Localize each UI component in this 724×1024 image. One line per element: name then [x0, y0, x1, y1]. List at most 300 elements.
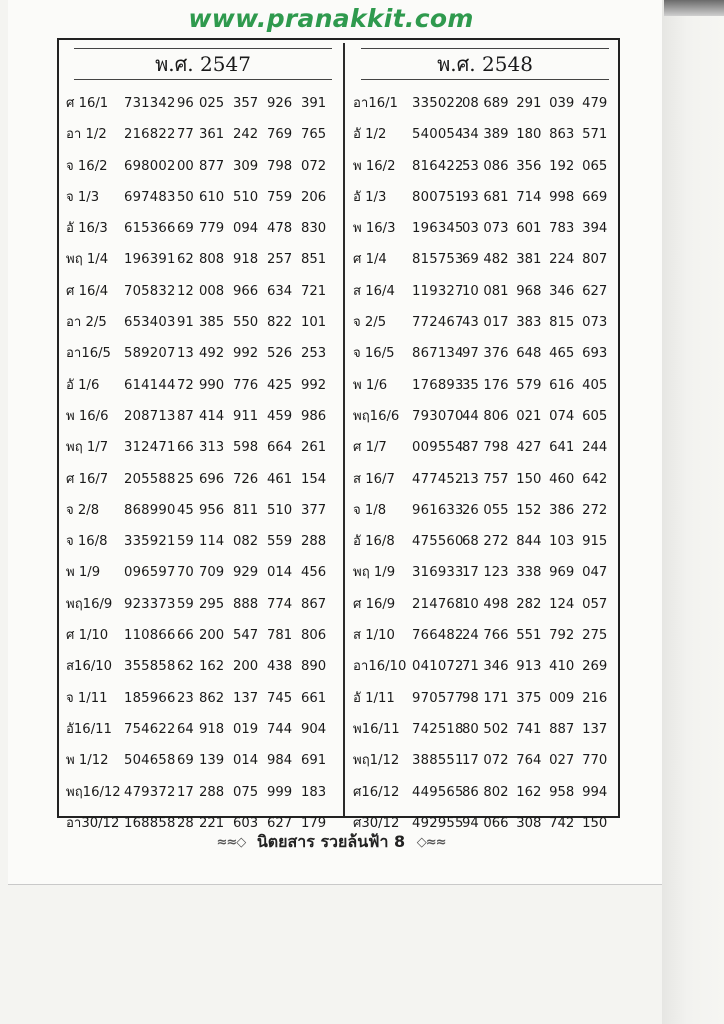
two-digit: 80: [462, 721, 479, 737]
three-digit-3: 634: [267, 283, 293, 299]
three-digit-4: 770: [582, 753, 608, 769]
two-digit: 59: [177, 596, 194, 612]
year-heading: พ.ศ. 2547: [74, 48, 332, 80]
result-row: [66, 244, 338, 275]
two-digit: 24: [462, 628, 479, 644]
three-digit-4: 830: [301, 221, 327, 237]
three-digit-1: 295: [199, 596, 225, 612]
three-digit-4: 394: [582, 221, 608, 237]
draw-date: ศ 16/9: [353, 596, 396, 612]
first-prize: 335921: [124, 534, 176, 550]
year-2548-column: [353, 48, 615, 839]
result-row: [66, 464, 338, 495]
three-digit-3: 798: [267, 158, 293, 174]
two-digit: 28: [177, 815, 194, 831]
draw-date: พ 1/12: [66, 753, 109, 769]
three-digit-3: 822: [267, 315, 293, 331]
three-digit-1: 757: [483, 471, 509, 487]
three-digit-3: 257: [267, 252, 293, 268]
three-digit-3: 999: [267, 784, 293, 800]
three-digit-3: 926: [267, 96, 293, 111]
first-prize: 504658: [124, 753, 176, 769]
first-prize: 698002: [124, 158, 176, 174]
scan-edge: [664, 0, 724, 16]
three-digit-3: 039: [549, 96, 575, 111]
three-digit-2: 551: [516, 628, 542, 644]
result-row: [66, 307, 338, 338]
draw-date: พ 16/6: [66, 408, 109, 424]
first-prize: 335022: [412, 96, 464, 111]
three-digit-4: 890: [301, 659, 327, 675]
first-prize: 766482: [412, 628, 464, 644]
three-digit-4: 391: [301, 96, 327, 111]
three-digit-3: 559: [267, 534, 293, 550]
three-digit-2: 082: [233, 534, 259, 550]
three-digit-1: 808: [199, 252, 225, 268]
three-digit-3: 969: [549, 565, 575, 581]
three-digit-1: 200: [199, 628, 225, 644]
two-digit: 17: [462, 565, 479, 581]
draw-date: จ 16/8: [66, 534, 108, 550]
two-digit: 17: [462, 753, 479, 769]
first-prize: 492955: [412, 815, 464, 831]
three-digit-3: 438: [267, 659, 293, 675]
three-digit-1: 862: [199, 690, 225, 706]
three-digit-4: 661: [301, 690, 327, 706]
two-digit: 91: [177, 315, 194, 331]
draw-date: จ 16/2: [66, 158, 108, 174]
draw-date: พ 16/3: [353, 221, 396, 237]
three-digit-2: 094: [233, 221, 259, 237]
two-digit: 93: [462, 189, 479, 205]
draw-date: อั 1/3: [353, 189, 387, 205]
draw-date: พฤ16/9: [66, 596, 113, 612]
three-digit-2: 811: [233, 502, 259, 518]
result-row: [66, 119, 338, 150]
draw-date: พฤ 1/9: [353, 565, 396, 581]
three-digit-4: 154: [301, 471, 327, 487]
two-digit: 72: [177, 377, 194, 393]
three-digit-1: 385: [199, 315, 225, 331]
first-prize: 312471: [124, 440, 176, 456]
three-digit-3: 465: [549, 346, 575, 362]
three-digit-3: 346: [549, 283, 575, 299]
first-prize: 316933: [412, 565, 464, 581]
three-digit-3: 742: [549, 815, 575, 831]
three-digit-3: 863: [549, 127, 575, 143]
result-row: [66, 777, 338, 808]
two-digit: 59: [177, 534, 194, 550]
three-digit-3: 774: [267, 596, 293, 612]
draw-date: พฤ1/12: [353, 753, 400, 769]
first-prize: 615366: [124, 221, 176, 237]
three-digit-4: 994: [582, 784, 608, 800]
two-digit: 77: [177, 127, 194, 143]
three-digit-4: 642: [582, 471, 608, 487]
three-digit-1: 502: [483, 721, 509, 737]
three-digit-3: 984: [267, 753, 293, 769]
draw-date: อา16/1: [353, 96, 398, 111]
three-digit-4: 806: [301, 628, 327, 644]
three-digit-4: 206: [301, 189, 327, 205]
three-digit-4: 216: [582, 690, 608, 706]
draw-date: อา16/5: [66, 346, 111, 362]
two-digit: 45: [177, 502, 194, 518]
three-digit-4: 405: [582, 377, 608, 393]
three-digit-4: 867: [301, 596, 327, 612]
three-digit-4: 456: [301, 565, 327, 581]
three-digit-3: 815: [549, 315, 575, 331]
three-digit-2: 776: [233, 377, 259, 393]
two-digit: 86: [462, 784, 479, 800]
three-digit-4: 986: [301, 408, 327, 424]
result-row: [66, 276, 338, 307]
three-digit-2: 014: [233, 753, 259, 769]
three-digit-3: 510: [267, 502, 293, 518]
three-digit-1: 073: [483, 221, 509, 237]
first-prize: 096597: [124, 565, 176, 581]
draw-date: อา30/12: [66, 815, 120, 831]
three-digit-2: 648: [516, 346, 542, 362]
first-prize: 815753: [412, 252, 464, 268]
three-digit-3: 641: [549, 440, 575, 456]
three-digit-2: 308: [516, 815, 542, 831]
three-digit-2: 309: [233, 158, 259, 174]
three-digit-2: 356: [516, 158, 542, 174]
result-row: [66, 557, 338, 588]
three-digit-3: 759: [267, 189, 293, 205]
three-digit-3: 459: [267, 408, 293, 424]
result-row: [66, 432, 338, 463]
three-digit-2: 547: [233, 628, 259, 644]
two-digit: 34: [462, 127, 479, 143]
result-row: [353, 777, 615, 808]
three-digit-3: 744: [267, 721, 293, 737]
three-digit-3: 027: [549, 753, 575, 769]
result-row: [353, 213, 615, 244]
three-digit-3: 425: [267, 377, 293, 393]
first-prize: 816422: [412, 158, 464, 174]
result-row: [66, 401, 338, 432]
draw-date: จ 2/8: [66, 502, 100, 518]
three-digit-2: 019: [233, 721, 259, 737]
three-digit-1: 288: [199, 784, 225, 800]
three-digit-4: 072: [301, 158, 327, 174]
first-prize: 216822: [124, 127, 176, 143]
draw-date: ส 16/4: [353, 283, 395, 299]
first-prize: 754622: [124, 721, 176, 737]
first-prize: 196345: [412, 221, 464, 237]
result-row: [353, 370, 615, 401]
draw-date: อั 16/8: [353, 534, 395, 550]
draw-date: พฤ 1/7: [66, 440, 109, 456]
three-digit-2: 291: [516, 96, 542, 111]
three-digit-1: 918: [199, 721, 225, 737]
result-row: [66, 88, 338, 119]
draw-date: ส 1/10: [353, 628, 395, 644]
three-digit-2: 357: [233, 96, 259, 111]
two-digit: 68: [462, 534, 479, 550]
result-row: [353, 557, 615, 588]
first-prize: 653403: [124, 315, 176, 331]
draw-date: อั 1/6: [66, 377, 100, 393]
result-row: [353, 182, 615, 213]
result-row: [66, 589, 338, 620]
first-prize: 041072: [412, 659, 464, 675]
three-digit-4: 073: [582, 315, 608, 331]
three-digit-4: 721: [301, 283, 327, 299]
draw-date: ศ 1/7: [353, 440, 387, 456]
three-digit-1: 689: [483, 96, 509, 111]
draw-date: จ 1/8: [353, 502, 387, 518]
three-digit-1: 017: [483, 315, 509, 331]
three-digit-2: 726: [233, 471, 259, 487]
two-digit: 50: [177, 189, 194, 205]
three-digit-3: 192: [549, 158, 575, 174]
three-digit-1: 361: [199, 127, 225, 143]
result-row: [353, 401, 615, 432]
three-digit-1: 346: [483, 659, 509, 675]
three-digit-3: 887: [549, 721, 575, 737]
two-digit: 25: [177, 471, 194, 487]
two-digit: 10: [462, 283, 479, 299]
three-digit-2: 381: [516, 252, 542, 268]
first-prize: 540054: [412, 127, 464, 143]
three-digit-2: 601: [516, 221, 542, 237]
three-digit-4: 571: [582, 127, 608, 143]
three-digit-4: 101: [301, 315, 327, 331]
three-digit-2: 918: [233, 252, 259, 268]
three-digit-1: 610: [199, 189, 225, 205]
first-prize: 961633: [412, 502, 464, 518]
three-digit-3: 103: [549, 534, 575, 550]
three-digit-3: 958: [549, 784, 575, 800]
three-digit-4: 137: [582, 721, 608, 737]
three-digit-1: 123: [483, 565, 509, 581]
first-prize: 923373: [124, 596, 176, 612]
three-digit-4: 275: [582, 628, 608, 644]
three-digit-2: 137: [233, 690, 259, 706]
three-digit-1: 171: [483, 690, 509, 706]
first-prize: 168858: [124, 815, 176, 831]
draw-date: พ 1/6: [353, 377, 388, 393]
two-digit: 96: [177, 96, 194, 111]
two-digit: 13: [177, 346, 194, 362]
three-digit-2: 966: [233, 283, 259, 299]
three-digit-3: 781: [267, 628, 293, 644]
site-watermark-url: www.pranakkit.com: [188, 4, 474, 33]
three-digit-2: 992: [233, 346, 259, 362]
draw-date: พฤ16/12: [66, 784, 121, 800]
three-digit-4: 627: [582, 283, 608, 299]
three-digit-1: 055: [483, 502, 509, 518]
ornament-left-icon: ≈≈◇: [216, 835, 246, 850]
first-prize: 449565: [412, 784, 464, 800]
two-digit: 13: [462, 471, 479, 487]
first-prize: 589207: [124, 346, 176, 362]
result-row: [66, 714, 338, 745]
three-digit-4: 479: [582, 96, 608, 111]
result-row: [66, 213, 338, 244]
draw-date: พ 1/9: [66, 565, 101, 581]
first-prize: 009554: [412, 440, 464, 456]
first-prize: 800751: [412, 189, 464, 205]
draw-date: อา16/10: [353, 659, 407, 675]
draw-date: จ 2/5: [353, 315, 387, 331]
result-row: [353, 589, 615, 620]
first-prize: 208713: [124, 408, 176, 424]
two-digit: 43: [462, 315, 479, 331]
three-digit-4: 057: [582, 596, 608, 612]
two-digit: 69: [177, 221, 194, 237]
three-digit-2: 375: [516, 690, 542, 706]
three-digit-1: 482: [483, 252, 509, 268]
draw-date: ศ30/12: [353, 815, 400, 831]
first-prize: 388551: [412, 753, 464, 769]
two-digit: 66: [177, 628, 194, 644]
three-digit-2: 598: [233, 440, 259, 456]
first-prize: 793070: [412, 408, 464, 424]
three-digit-4: 150: [582, 815, 608, 831]
year-heading: พ.ศ. 2548: [361, 48, 609, 80]
two-digit: 26: [462, 502, 479, 518]
result-row: [66, 151, 338, 182]
draw-date: จ 1/3: [66, 189, 100, 205]
three-digit-3: 664: [267, 440, 293, 456]
three-digit-1: 176: [483, 377, 509, 393]
two-digit: 00: [177, 158, 194, 174]
two-digit: 53: [462, 158, 479, 174]
three-digit-2: 888: [233, 596, 259, 612]
three-digit-3: 745: [267, 690, 293, 706]
three-digit-3: 526: [267, 346, 293, 362]
three-digit-1: 066: [483, 815, 509, 831]
three-digit-4: 261: [301, 440, 327, 456]
first-prize: 119327: [412, 283, 464, 299]
three-digit-1: 498: [483, 596, 509, 612]
result-row: [353, 276, 615, 307]
three-digit-1: 990: [199, 377, 225, 393]
three-digit-2: 929: [233, 565, 259, 581]
three-digit-3: 769: [267, 127, 293, 143]
three-digit-4: 377: [301, 502, 327, 518]
three-digit-2: 510: [233, 189, 259, 205]
page-edge-shadow: [662, 0, 724, 1024]
draw-date: จ 1/11: [66, 690, 108, 706]
three-digit-1: 779: [199, 221, 225, 237]
result-row: [66, 370, 338, 401]
three-digit-1: 272: [483, 534, 509, 550]
first-prize: 110866: [124, 628, 176, 644]
three-digit-2: 427: [516, 440, 542, 456]
three-digit-3: 461: [267, 471, 293, 487]
draw-date: อั 16/3: [66, 221, 108, 237]
three-digit-1: 086: [483, 158, 509, 174]
three-digit-1: 313: [199, 440, 225, 456]
draw-date: อั 1/11: [353, 690, 395, 706]
three-digit-3: 616: [549, 377, 575, 393]
first-prize: 475560: [412, 534, 464, 550]
result-row: [353, 244, 615, 275]
three-digit-4: 669: [582, 189, 608, 205]
two-digit: 70: [177, 565, 194, 581]
result-row: [353, 119, 615, 150]
three-digit-3: 792: [549, 628, 575, 644]
two-digit: 66: [177, 440, 194, 456]
three-digit-2: 911: [233, 408, 259, 424]
three-digit-2: 242: [233, 127, 259, 143]
draw-date: พ16/11: [353, 721, 400, 737]
first-prize: 185966: [124, 690, 176, 706]
three-digit-1: 956: [199, 502, 225, 518]
three-digit-4: 691: [301, 753, 327, 769]
two-digit: 23: [177, 690, 194, 706]
result-row: [353, 464, 615, 495]
two-digit: 03: [462, 221, 479, 237]
two-digit: 62: [177, 252, 194, 268]
draw-date: อั 1/2: [353, 127, 387, 143]
result-row: [66, 526, 338, 557]
result-row: [66, 620, 338, 651]
three-digit-4: 179: [301, 815, 327, 831]
footer: [0, 830, 662, 855]
draw-date: พฤ16/6: [353, 408, 400, 424]
three-digit-3: 224: [549, 252, 575, 268]
three-digit-3: 386: [549, 502, 575, 518]
result-row: [353, 651, 615, 682]
result-row: [353, 338, 615, 369]
three-digit-2: 150: [516, 471, 542, 487]
draw-date: ศ 1/10: [66, 628, 109, 644]
three-digit-3: 009: [549, 690, 575, 706]
three-digit-4: 807: [582, 252, 608, 268]
draw-date: ศ 16/4: [66, 283, 109, 299]
three-digit-3: 124: [549, 596, 575, 612]
draw-date: อา 2/5: [66, 315, 107, 331]
three-digit-1: 025: [199, 96, 225, 111]
three-digit-4: 272: [582, 502, 608, 518]
three-digit-2: 383: [516, 315, 542, 331]
two-digit: 87: [177, 408, 194, 424]
result-row: [353, 88, 615, 119]
two-digit: 97: [462, 346, 479, 362]
three-digit-1: 806: [483, 408, 509, 424]
three-digit-4: 915: [582, 534, 608, 550]
three-digit-3: 014: [267, 565, 293, 581]
draw-date: อา 1/2: [66, 127, 107, 143]
three-digit-1: 008: [199, 283, 225, 299]
draw-date: ศ16/12: [353, 784, 400, 800]
first-prize: 731342: [124, 96, 176, 111]
three-digit-4: 605: [582, 408, 608, 424]
three-digit-1: 081: [483, 283, 509, 299]
draw-date: ส 16/7: [353, 471, 395, 487]
three-digit-2: 152: [516, 502, 542, 518]
two-digit: 44: [462, 408, 479, 424]
result-row: [66, 745, 338, 776]
three-digit-3: 783: [549, 221, 575, 237]
two-digit: 08: [462, 96, 479, 111]
three-digit-2: 075: [233, 784, 259, 800]
three-digit-3: 627: [267, 815, 293, 831]
result-row: [353, 495, 615, 526]
three-digit-2: 603: [233, 815, 259, 831]
three-digit-3: 478: [267, 221, 293, 237]
result-row: [353, 620, 615, 651]
three-digit-1: 681: [483, 189, 509, 205]
three-digit-2: 282: [516, 596, 542, 612]
three-digit-1: 414: [199, 408, 225, 424]
